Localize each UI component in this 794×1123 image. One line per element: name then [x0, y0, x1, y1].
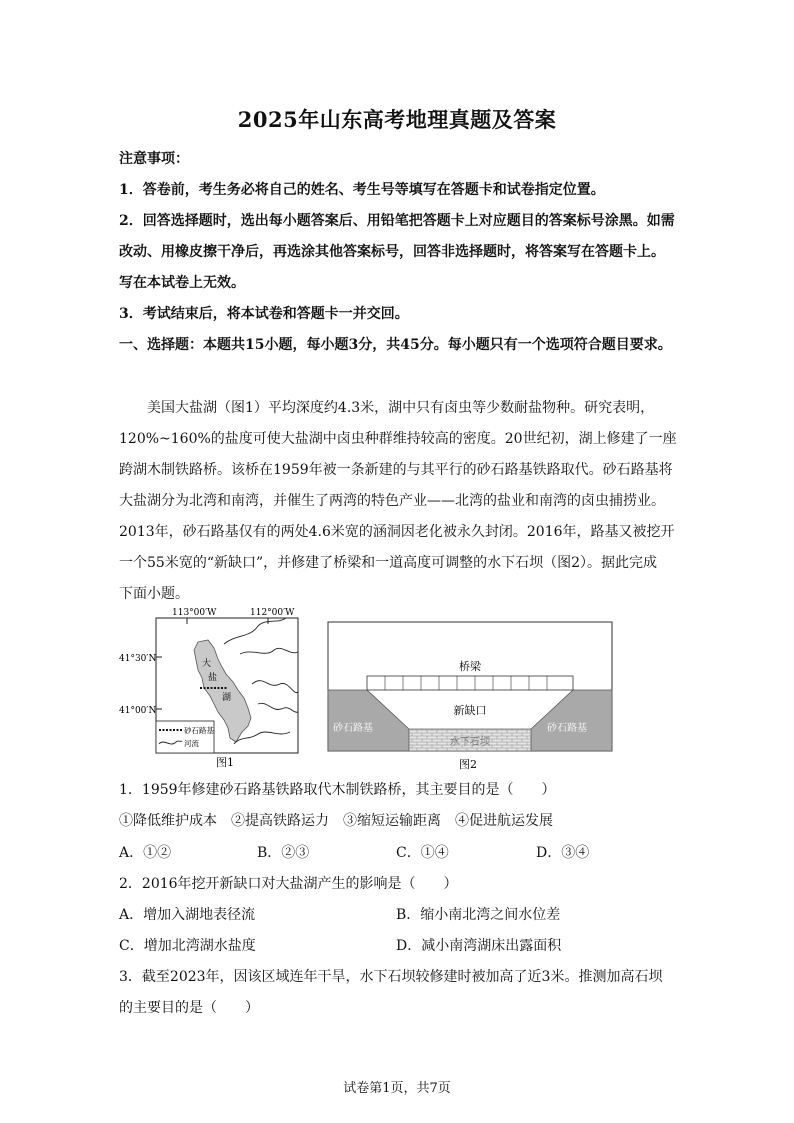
passage-line: 下面小题。 — [119, 586, 189, 602]
answer-option[interactable]: A．①② — [119, 845, 172, 861]
lake-label: 湖 — [222, 693, 232, 703]
embankment-left-label: 砂石路基 — [333, 723, 373, 734]
notice-item: 写在本试卷上无效。 — [119, 275, 245, 291]
answer-option[interactable]: D．③④ — [536, 845, 590, 861]
passage-line: 一个55米宽的“新缺口”，并修建了桥梁和一道高度可调整的水下石坝（图2）。据此完成 — [119, 555, 658, 571]
bridge-deck — [367, 676, 573, 690]
passage-line: 美国大盐湖（图1）平均深度约4.3米，湖中只有卤虫等少数耐盐物种。研究表明， — [147, 400, 655, 416]
notice-item: 改动、用橡皮擦干净后，再选涂其他答案标号，回答非选择题时，将答案写在答题卡上。 — [119, 244, 665, 260]
notice-item: 1．答卷前，考生务必将自己的姓名、考生号等填写在答题卡和试卷指定位置。 — [119, 182, 605, 198]
question-stem: 2．2016年挖开新缺口对大盐湖产生的影响是（ ） — [119, 876, 458, 892]
lake-label: 盐 — [208, 673, 218, 683]
page-title: 2025年山东高考地理真题及答案 — [237, 107, 557, 132]
lake-label: 大 — [202, 659, 212, 669]
answer-option[interactable]: A．增加入湖地表径流 — [119, 907, 256, 923]
answer-option[interactable]: D．减小南湾湖床出露面积 — [396, 938, 562, 954]
page-footer: 试卷第1页，共7页 — [343, 1081, 451, 1096]
notice-item: 2．回答选择题时，选出每小题答案后、用铅笔把答题卡上对应题目的答案标号涂黑。如需 — [119, 213, 675, 229]
lat-label: 41°30′N — [119, 654, 157, 664]
lon-label: 113°00′W — [172, 608, 217, 618]
gap-label: 新缺口 — [453, 704, 487, 717]
notice-heading: 注意事项： — [119, 151, 189, 167]
legend-label: 砂石路基 — [184, 726, 214, 735]
lat-label: 41°00′N — [119, 706, 157, 716]
figure2-caption: 图2 — [459, 758, 477, 771]
passage-line: 2013年，砂石路基仅有的两处4.6米宽的涵洞因老化被永久封闭。2016年，路基又被挖开 — [119, 524, 675, 540]
figure1-map — [118, 604, 304, 770]
question-statements: ①降低维护成本 ②提高铁路运力 ③缩短运输距离 ④促进航运发展 — [119, 813, 553, 829]
passage-line: 大盐湖分为北湾和南湾，并催生了两湾的特色产业——北湾的盐业和南湾的卤虫捕捞业。 — [119, 493, 665, 509]
embankment-right-label: 砂石路基 — [547, 723, 587, 734]
answer-option[interactable]: B．②③ — [257, 845, 310, 861]
passage-line: 120%~160%的盐度可使大盐湖中卤虫种群维持较高的密度。20世纪初，湖上修建了一座 — [119, 431, 677, 447]
figure1-caption: 图1 — [216, 756, 234, 769]
question-stem: 1．1959年修建砂石路基铁路取代木制铁路桥，其主要目的是（ ） — [119, 782, 556, 798]
question-stem: 的主要目的是（ ） — [119, 1000, 259, 1016]
dam-label: 水下石坝 — [450, 737, 490, 748]
figure2-cross-section — [327, 619, 617, 771]
passage — [119, 393, 679, 610]
section-heading: 一、选择题：本题共15小题，每小题3分，共45分。每小题只有一个选项符合题目要求。 — [119, 337, 672, 353]
legend-label: 河流 — [184, 739, 199, 748]
answer-option[interactable]: B．缩小南北湾之间水位差 — [396, 907, 561, 923]
notice-item: 3．考试结束后，将本试卷和答题卡一并交回。 — [119, 306, 409, 322]
bridge-label: 桥梁 — [459, 660, 481, 673]
question-stem: 3．截至2023年，因该区域连年干旱，水下石坝较修建时被加高了近3米。推测加高石坝 — [119, 969, 663, 985]
lon-label: 112°00′W — [250, 608, 295, 618]
passage-line: 跨湖木制铁路桥。该桥在1959年被一条新建的与其平行的砂石路基铁路取代。砂石路基将 — [119, 462, 673, 478]
answer-option[interactable]: C．增加北湾湖水盐度 — [119, 938, 256, 954]
answer-option[interactable]: C．①④ — [396, 845, 449, 861]
